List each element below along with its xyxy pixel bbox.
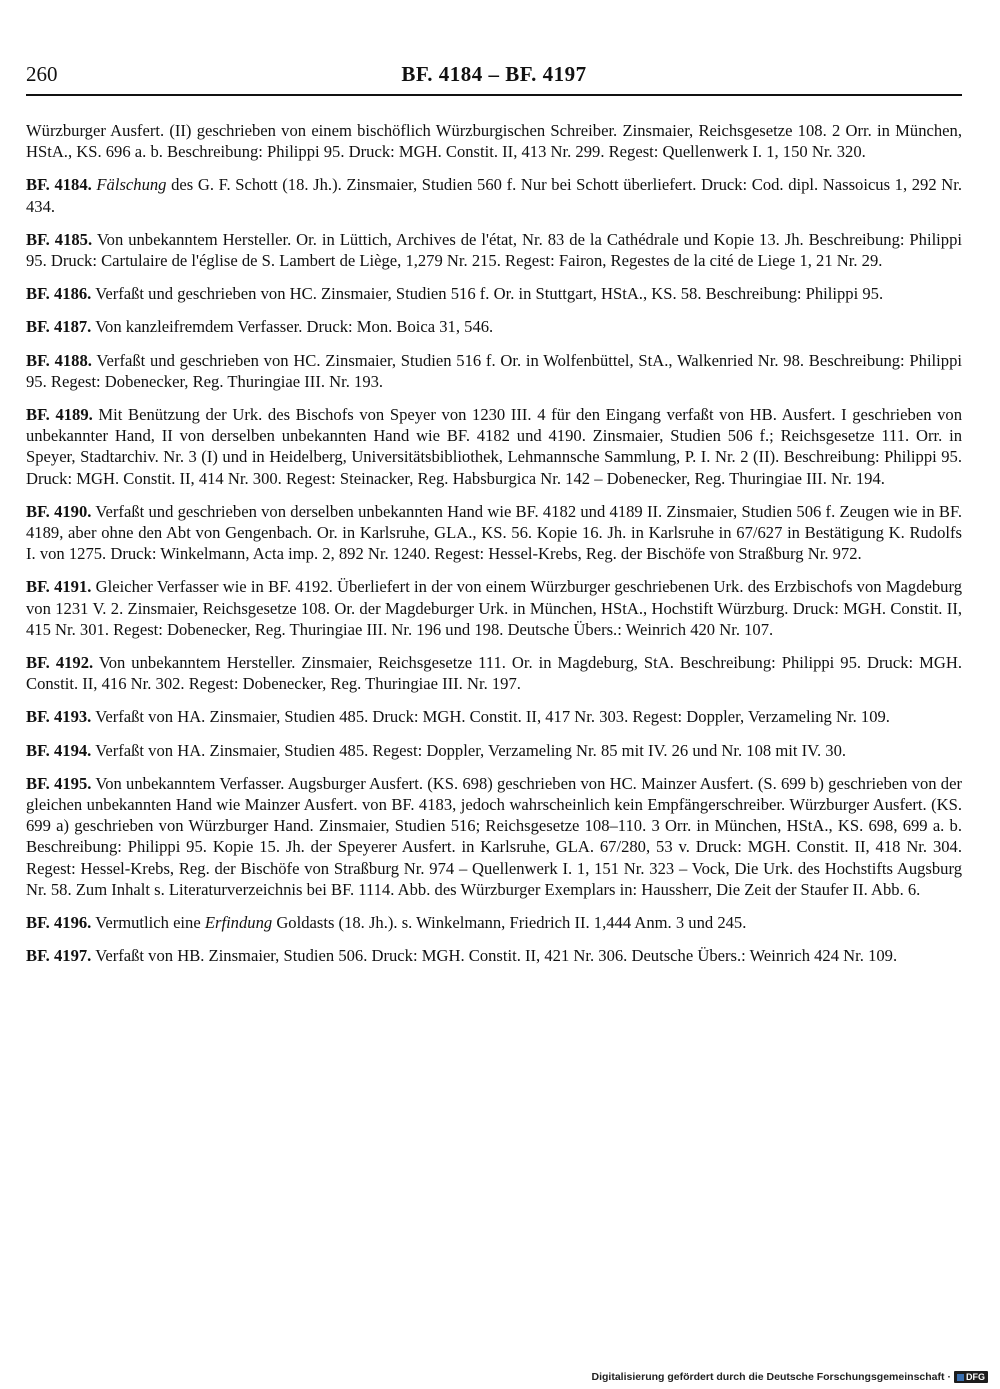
entry-text: des G. F. Schott (18. Jh.). Zinsmaier, Studien 560 f. Nur bei Schott überliefert. Druck: Cod. dipl. Nassoicus 1, 292 Nr. 434. bbox=[26, 175, 962, 216]
entry-text: Würzburger Ausfert. (II) geschrieben von einem bischöflich Würzburgischen Schreiber. Zinsmaier, Reichsgesetze 108. 2 Orr. in München, HStA., KS. 696 a. b. Beschreibung: Philippi 95. Druck: MGH. Constit. II, 413 Nr. 299. Regest: Quellenwerk I. 1, 150 Nr. 320. bbox=[26, 121, 962, 162]
entry bbox=[26, 350, 962, 392]
entry-text: Verfaßt und geschrieben von HC. Zinsmaier, Studien 516 f. Or. in Wolfenbüttel, StA., Walkenried Nr. 98. Beschreibung: Philippi 95. Regest: Dobenecker, Reg. Thuringiae III. Nr. 193. bbox=[26, 350, 962, 391]
entry bbox=[26, 773, 962, 900]
entry-id: BF. 4184. bbox=[26, 175, 92, 195]
entry bbox=[26, 229, 962, 271]
dfg-logo bbox=[954, 1371, 988, 1383]
entry-id: BF. 4195. bbox=[26, 773, 92, 793]
entry bbox=[26, 283, 962, 304]
footer-separator: · bbox=[947, 1371, 951, 1383]
entry bbox=[26, 652, 962, 694]
entry-id: BF. 4194. bbox=[26, 740, 92, 760]
entry-text: Von kanzleifremdem Verfasser. Druck: Mon. Boica 31, 546. bbox=[95, 317, 494, 337]
entry bbox=[26, 316, 962, 337]
entry-id: BF. 4186. bbox=[26, 284, 92, 304]
entry-text: Von unbekanntem Verfasser. Augsburger Ausfert. (KS. 698) geschrieben von HC. Mainzer Ausfert. (S. 699 b) geschrieben von der gleichen unbekannten Hand wie Mainzer Ausfert. von BF. 4183, jedoch wahrscheinlich kein Empfängerschreiber. Würzburger Ausfert. (KS. 699 a) geschrieben von Würzburger Hand. Zinsmaier, Studien 516; Reichsgesetze 108–110. 3 Orr. in München, HStA., KS. 698, 699 a. b. Beschreibung: Philippi 95. Kopie 15. Jh. der Speyerer Ausfert. in Karlsruhe, GLA. 67/280, 53 v. Druck: MGH. Constit. II, 418 Nr. 304. Regest: Hessel-Krebs, Reg. der Bischöfe von Straßburg Nr. 974 – Quellenwerk I. 1, 151 Nr. 323 – Vock, Die Urk. des Hochstifts Augsburg Nr. 58. Zum Inhalt s. Literaturverzeichnis bei BF. 1114. Abb. des Würzburger Exemplars in: Haussherr, Die Zeit der Staufer II. Abb. 6. bbox=[26, 773, 962, 899]
entry-id: BF. 4189. bbox=[26, 405, 93, 425]
entry bbox=[26, 404, 962, 489]
entry-id: BF. 4188. bbox=[26, 350, 92, 370]
page-number: 260 bbox=[26, 62, 58, 86]
page-header bbox=[26, 60, 962, 96]
entry-text: Mit Benützung der Urk. des Bischofs von Speyer von 1230 III. 4 für den Eingang verfaßt von HB. Ausfert. I geschrieben von unbekannter Hand, II von derselben unbekannten Hand wie BF. 4182 und 4190. Zinsmaier, Studien 506 f.; Reichsgesetze 111. Orr. in Speyer, Stadtarchiv. Nr. 3 (I) und in Heidelberg, Universitätsbibliothek, Lehmannsche Sammlung, P. I. Nr. 2 (II). Beschreibung: Philippi 95. Druck: MGH. Constit. II, 414 Nr. 300. Regest: Steinacker, Reg. Habsburgica Nr. 142 – Dobenecker, Reg. Thuringiae III. Nr. 194. bbox=[26, 405, 962, 488]
entry-text: Verfaßt von HA. Zinsmaier, Studien 485. Regest: Doppler, Verzameling Nr. 85 mit IV. 26 und Nr. 108 mit IV. 30. bbox=[95, 740, 847, 760]
entry-text: Verfaßt von HA. Zinsmaier, Studien 485. Druck: MGH. Constit. II, 417 Nr. 303. Regest: Doppler, Verzameling Nr. 109. bbox=[95, 707, 890, 727]
entry bbox=[26, 174, 962, 216]
entry bbox=[26, 706, 962, 727]
entry-text: Verfaßt und geschrieben von derselben unbekannten Hand wie BF. 4182 und 4189 II. Zinsmaier, Studien 506 f. Zeugen wie in BF. 4189, aber ohne den Abt von Gengenbach. Or. in Karlsruhe, GLA., KS. 56. Kopie 16. Jh. in Karlsruhe in 67/627 in Bestätigung K. Rudolfs I. von 1275. Druck: Winkelmann, Acta imp. 2, 892 Nr. 1240. Regest: Hessel-Krebs, Reg. der Bischöfe von Straßburg Nr. 972. bbox=[26, 501, 962, 564]
entry-text: Verfaßt von HB. Zinsmaier, Studien 506. Druck: MGH. Constit. II, 421 Nr. 306. Deutsche Übers.: Weinrich 424 Nr. 109. bbox=[95, 946, 898, 966]
entry-id: BF. 4192. bbox=[26, 653, 94, 673]
entry-text: Goldasts (18. Jh.). s. Winkelmann, Friedrich II. 1,444 Anm. 3 und 245. bbox=[272, 913, 747, 933]
entry bbox=[26, 945, 962, 966]
running-title: BF. 4184 – BF. 4197 bbox=[401, 62, 587, 86]
entry-text: Von unbekanntem Hersteller. Or. in Lüttich, Archives de l'état, Nr. 83 de la Cathédrale und Kopie 13. Jh. Beschreibung: Philippi 95. Druck: Cartulaire de l'église de S. Lambert de Liège, 1,279 Nr. 215. Regest: Fairon, Regestes de la cité de Liege 1, 21 Nr. 29. bbox=[26, 229, 962, 271]
entry-id: BF. 4187. bbox=[26, 317, 92, 337]
entry-italic-term: Erfindung bbox=[204, 913, 273, 933]
entries-list bbox=[26, 120, 962, 979]
entry bbox=[26, 912, 962, 933]
entry-id: BF. 4190. bbox=[26, 501, 92, 521]
footer-credit bbox=[592, 1371, 988, 1383]
entry-id: BF. 4191. bbox=[26, 577, 92, 597]
entry bbox=[26, 576, 962, 640]
entry-text: Gleicher Verfasser wie in BF. 4192. Überliefert in der von einem Würzburger geschriebenen Urk. des Erzbischofs von Magdeburg von 1231 V. 2. Zinsmaier, Reichsgesetze 108. Or. der Magdeburger Urk. in München, HStA., Hochstift Würzburg. Druck: MGH. Constit. II, 415 Nr. 301. Regest: Dobenecker, Reg. Thuringiae III. Nr. 196 und 198. Deutsche Übers.: Weinrich 420 Nr. 107. bbox=[26, 577, 962, 639]
entry-text-prefix: Vermutlich eine bbox=[95, 913, 205, 933]
footer-text: Digitalisierung gefördert durch die Deutsche Forschungsgemeinschaft bbox=[591, 1371, 945, 1383]
entry-text: Verfaßt und geschrieben von HC. Zinsmaier, Studien 516 f. Or. in Stuttgart, HStA., KS. 58. Beschreibung: Philippi 95. bbox=[95, 284, 884, 304]
entry bbox=[26, 120, 962, 162]
entry-id: BF. 4197. bbox=[26, 946, 92, 966]
entry bbox=[26, 501, 962, 565]
entry-id: BF. 4193. bbox=[26, 707, 92, 727]
entry bbox=[26, 740, 962, 761]
entry-id: BF. 4196. bbox=[26, 913, 92, 933]
dfg-logo-text: DFG bbox=[966, 1372, 985, 1382]
entry-italic-term: Fälschung bbox=[96, 175, 167, 195]
entry-id: BF. 4185. bbox=[26, 229, 93, 249]
dfg-mark-icon bbox=[957, 1374, 964, 1381]
entry-text: Von unbekanntem Hersteller. Zinsmaier, Reichsgesetze 111. Or. in Magdeburg, StA. Beschreibung: Philippi 95. Druck: MGH. Constit. II, 416 Nr. 302. Regest: Dobenecker, Reg. Thuringiae III. Nr. 197. bbox=[26, 653, 962, 694]
